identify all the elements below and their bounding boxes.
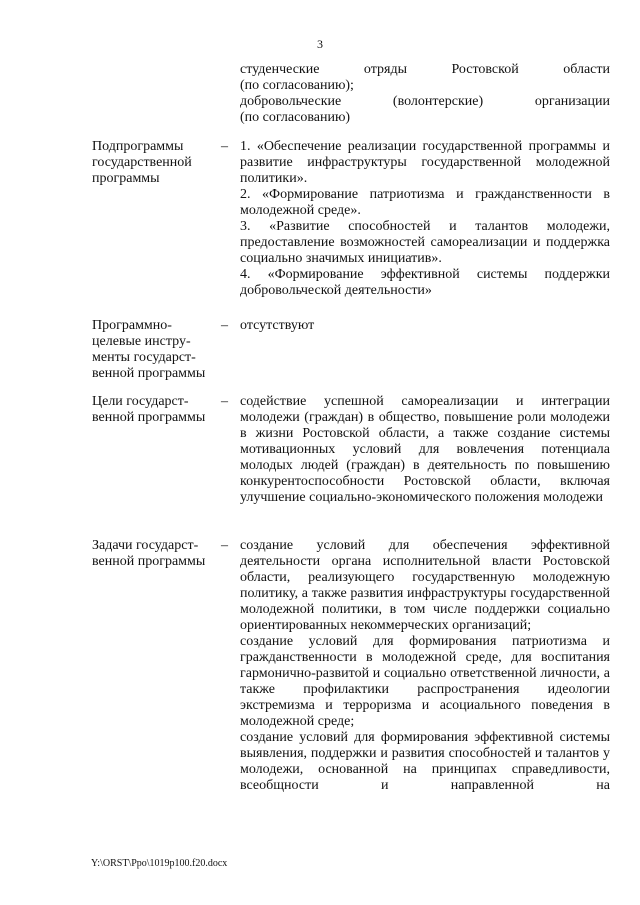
paragraph: создание условий для формирования патриотизма и гражданственности в молодежной среде, для воспитания гармонично-развитой и социально ответственной личности, а также профилактики распространения идеологии экстремизма и терроризма и асоциального поведения в молодежной среде; [240,634,610,729]
row-label: Задачи государст-венной программы [92,538,206,569]
row-dash: – [221,538,228,553]
row-content [240,318,610,334]
row-content [240,394,610,506]
paragraph: 4. «Формирование эффективной системы поддержки добровольческой деятельности» [240,267,610,298]
top-line: (по согласованию); [240,78,354,93]
row-dash: – [221,139,228,154]
top-continuation-content [240,62,610,126]
paragraph: 3. «Развитие способностей и талантов молодежи, предоставление возможностей самореализации и поддержка социально значимых инициатив». [240,219,610,266]
paragraph: 2. «Формирование патриотизма и гражданственности в молодежной среде». [240,187,610,218]
row-content [240,538,610,794]
row-content [240,139,610,299]
paragraph: создание условий для формирования эффективной системы выявления, поддержки и развития способностей и талантов у молодежи, основанной на принципах справедливости, всеобщности и направленной на [240,730,610,793]
paragraph: отсутствуют [240,318,315,333]
row-dash: – [221,318,228,333]
top-line: студенческие отряды Ростовской области [240,62,610,77]
row-label: Подпрограммы государственной программы [92,139,192,186]
top-line: добровольческие (волонтерские) организации [240,94,610,109]
row-label: Цели государст-венной программы [92,394,206,425]
paragraph: создание условий для обеспечения эффективной деятельности органа исполнительной власти Ростовской области, реализующего государственную молодежную политику, а также развития инфраструктуры государственной молодежной политики, в том числе поддержки социально ориентированных некоммерческих организаций; [240,538,610,633]
page-number: 3 [317,37,323,51]
row-label: Программно-целевые инстру-менты государст-венной программы [92,318,206,381]
paragraph: 1. «Обеспечение реализации государственной программы и развитие инфраструктуры государственной молодежной политики». [240,139,610,186]
top-line: (по согласованию) [240,110,351,125]
row-dash: – [221,394,228,409]
paragraph: содействие успешной самореализации и интеграции молодежи (граждан) в общество, повышение роли молодежи в жизни Ростовской области, а также создание системы мотивационных условий для вовлечения потенциала молодых людей (граждан) в деятельность по повышению конкурентоспособности Ростовской области, включая улучшение социально-экономического положения молодежи [240,394,610,505]
footer-file-path: Y:\ORST\Ppo\1019p100.f20.docx [91,858,228,869]
